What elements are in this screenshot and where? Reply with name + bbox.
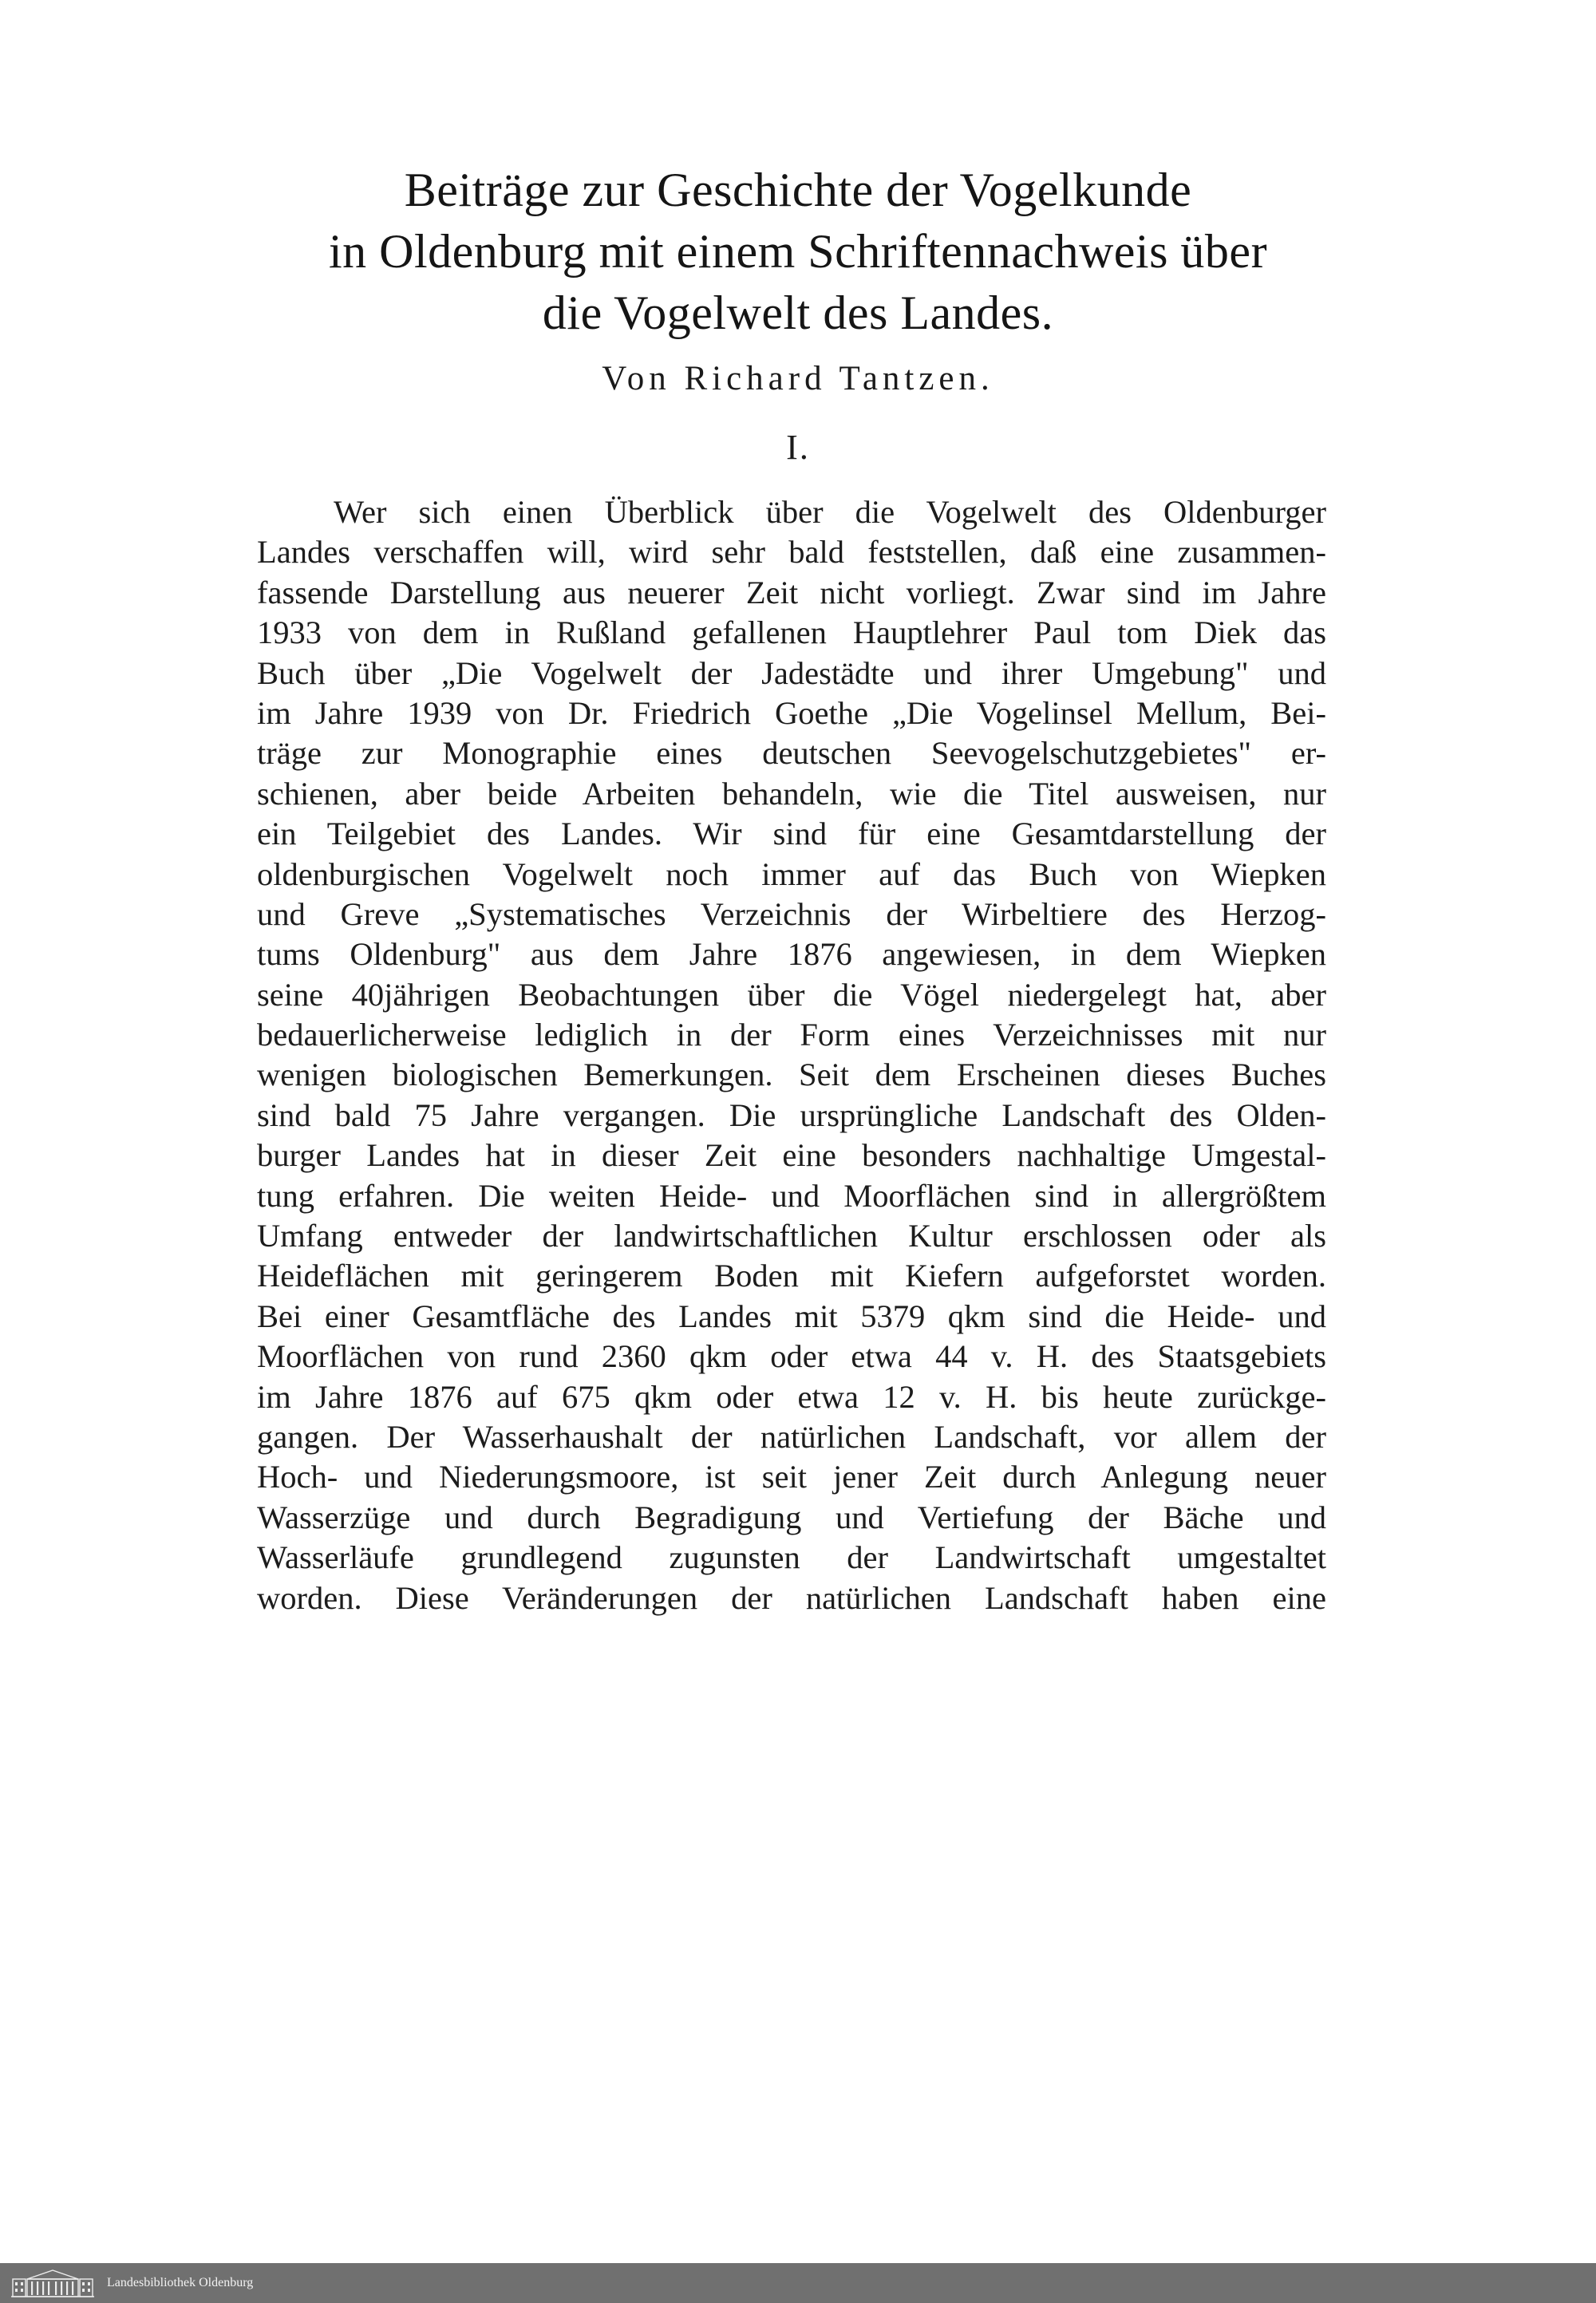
text-line: Hoch- und Niederungsmoore, ist seit jener Zeit durch Anlegung neuer <box>257 1459 1326 1495</box>
text-line: worden. Diese Veränderungen der natürlichen Landschaft haben eine <box>257 1579 1326 1616</box>
article-title-line-2: in Oldenburg mit einem Schriftennachweis über <box>328 225 1268 278</box>
library-name-label: Landesbibliothek Oldenburg <box>107 2276 254 2289</box>
text-line: seine 40jährigen Beobachtungen über die Vögel niedergelegt hat, aber <box>257 976 1326 1013</box>
section-numeral: I. <box>786 428 810 467</box>
text-line: tums Oldenburg" aus dem Jahre 1876 angewiesen, in dem Wiepken <box>257 936 1326 973</box>
text-line: Wasserläufe grundlegend zugunsten der Landwirtschaft umgestaltet <box>257 1539 1326 1576</box>
author-byline: Von Richard Tantzen. <box>602 360 994 397</box>
text-line: wenigen biologischen Bemerkungen. Seit dem Erscheinen dieses Buches <box>257 1057 1326 1093</box>
article-title-line-3: die Vogelwelt des Landes. <box>542 286 1054 339</box>
text-line: Wasserzüge und durch Begradigung und Vertiefung der Bäche und <box>257 1499 1326 1535</box>
text-line: gangen. Der Wasserhaushalt der natürlichen Landschaft, vor allem der <box>257 1418 1326 1455</box>
body-paragraph <box>257 492 1326 1618</box>
text-line: fassende Darstellung aus neuerer Zeit nicht vorliegt. Zwar sind im Jahre <box>257 574 1326 610</box>
text-line: Moorflächen von rund 2360 qkm oder etwa 44 v. H. des Staatsgebiets <box>257 1338 1326 1375</box>
text-line: bedauerlicherweise lediglich in der Form eines Verzeichnisses mit nur <box>257 1017 1326 1053</box>
text-line: burger Landes hat in dieser Zeit eine besonders nachhaltige Umgestal- <box>257 1137 1326 1174</box>
text-line: und Greve „Systematisches Verzeichnis der Wirbeltiere des Herzog- <box>257 895 1326 932</box>
text-line: schienen, aber beide Arbeiten behandeln, wie die Titel ausweisen, nur <box>257 775 1326 812</box>
text-line: ein Teilgebiet des Landes. Wir sind für eine Gesamtdarstellung der <box>257 816 1326 852</box>
text-line: Landes verschaffen will, wird sehr bald feststellen, daß eine zusammen- <box>257 534 1326 571</box>
library-footer-bar <box>0 2263 1596 2303</box>
article-title-line-1: Beiträge zur Geschichte der Vogelkunde <box>404 164 1192 216</box>
text-line: oldenburgischen Vogelwelt noch immer auf das Buch von Wiepken <box>257 855 1326 892</box>
text-line: Heideflächen mit geringerem Boden mit Kiefern aufgeforstet worden. <box>257 1258 1326 1294</box>
library-building-icon <box>11 2268 94 2298</box>
text-line: Umfang entweder der landwirtschaftlichen Kultur erschlossen oder als <box>257 1218 1326 1254</box>
text-line: träge zur Monographie eines deutschen Seevogelschutzgebietes" er- <box>257 735 1326 772</box>
text-line: 1933 von dem in Rußland gefallenen Hauptlehrer Paul tom Diek das <box>257 614 1326 651</box>
text-line: sind bald 75 Jahre vergangen. Die ursprüngliche Landschaft des Olden- <box>257 1096 1326 1133</box>
text-line: im Jahre 1876 auf 675 qkm oder etwa 12 v. H. bis heute zurückge- <box>257 1378 1326 1415</box>
text-line: Bei einer Gesamtfläche des Landes mit 5379 qkm sind die Heide- und <box>257 1298 1326 1334</box>
text-line: im Jahre 1939 von Dr. Friedrich Goethe „Die Vogelinsel Mellum, Bei- <box>257 694 1326 731</box>
text-line: tung erfahren. Die weiten Heide- und Moorflächen sind in allergrößtem <box>257 1177 1326 1214</box>
text-line: Buch über „Die Vogelwelt der Jadestädte und ihrer Umgebung" und <box>257 654 1326 691</box>
text-line: Wer sich einen Überblick über die Vogelwelt des Oldenburger <box>334 494 1326 530</box>
article-header <box>200 160 1396 470</box>
